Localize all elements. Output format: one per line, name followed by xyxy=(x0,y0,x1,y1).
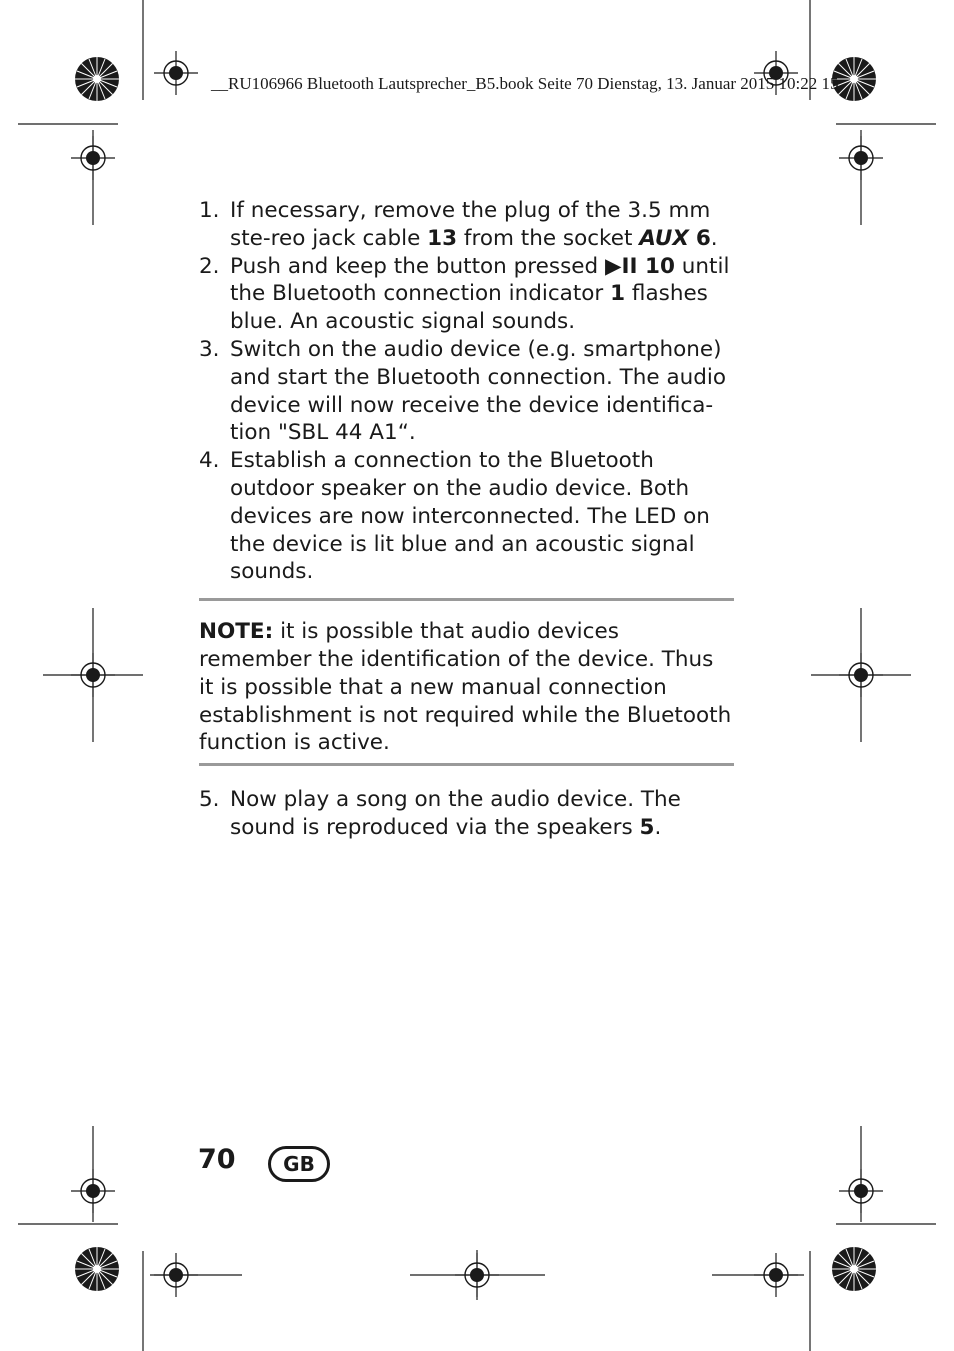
note-divider-bottom xyxy=(199,763,734,766)
instruction-list-continued xyxy=(199,786,734,842)
list-item xyxy=(199,253,734,336)
language-badge: GB xyxy=(268,1146,330,1182)
play-pause-reference: ▶II 10 xyxy=(605,253,675,279)
page-number: 70 xyxy=(198,1144,236,1175)
print-header: __RU106966 Bluetooth Lautsprecher_B5.book Seite 70 Dienstag, 13. Januar 2015 10:22 15 xyxy=(211,74,839,93)
step-number: 2. xyxy=(199,253,220,279)
step-text: If necessary, remove the plug of the 3.5 mm ste-reo jack cable xyxy=(230,198,711,251)
note-text: it is possible that audio devices remember the identification of the device. Thus it is possible that a new manual connection establishment is not required while the Bluetooth function is active. xyxy=(199,619,732,756)
list-item xyxy=(199,336,734,447)
note-block xyxy=(199,601,734,763)
step-text: Now play a song on the audio device. The sound is reproduced via the speakers xyxy=(230,787,681,840)
list-item xyxy=(199,197,734,253)
part-reference: 13 xyxy=(427,225,458,251)
step-text: until the Bluetooth connection indicator xyxy=(230,253,730,307)
socket-label: AUX xyxy=(639,225,689,251)
step-text: flashes blue. An acoustic signal sounds. xyxy=(230,281,708,335)
step-text: Switch on the audio device (e.g. smartphone) and start the Bluetooth connection. The audio device will now receive the device identifica-tion "SBL 44 A1“. xyxy=(230,336,727,446)
step-number: 3. xyxy=(199,336,220,362)
list-item xyxy=(199,786,734,842)
list-item xyxy=(199,447,734,586)
step-number: 1. xyxy=(199,198,220,223)
note-label: NOTE: xyxy=(199,619,274,645)
step-number: 5. xyxy=(199,787,220,813)
page-content xyxy=(199,197,734,842)
step-text: Establish a connection to the Bluetooth outdoor speaker on the audio device. Both devices are now interconnected. The LED on the device is lit blue and an acoustic signal sounds. xyxy=(230,448,710,585)
instruction-list xyxy=(199,197,734,586)
part-reference: 5 xyxy=(639,814,655,840)
step-text: from the socket xyxy=(457,225,640,251)
part-reference: 6 xyxy=(695,225,711,251)
step-text: Push and keep the button pressed xyxy=(230,253,606,279)
step-text: . xyxy=(710,225,718,251)
step-number: 4. xyxy=(199,448,220,474)
part-reference: 1 xyxy=(610,281,626,307)
step-text: . xyxy=(654,814,662,840)
